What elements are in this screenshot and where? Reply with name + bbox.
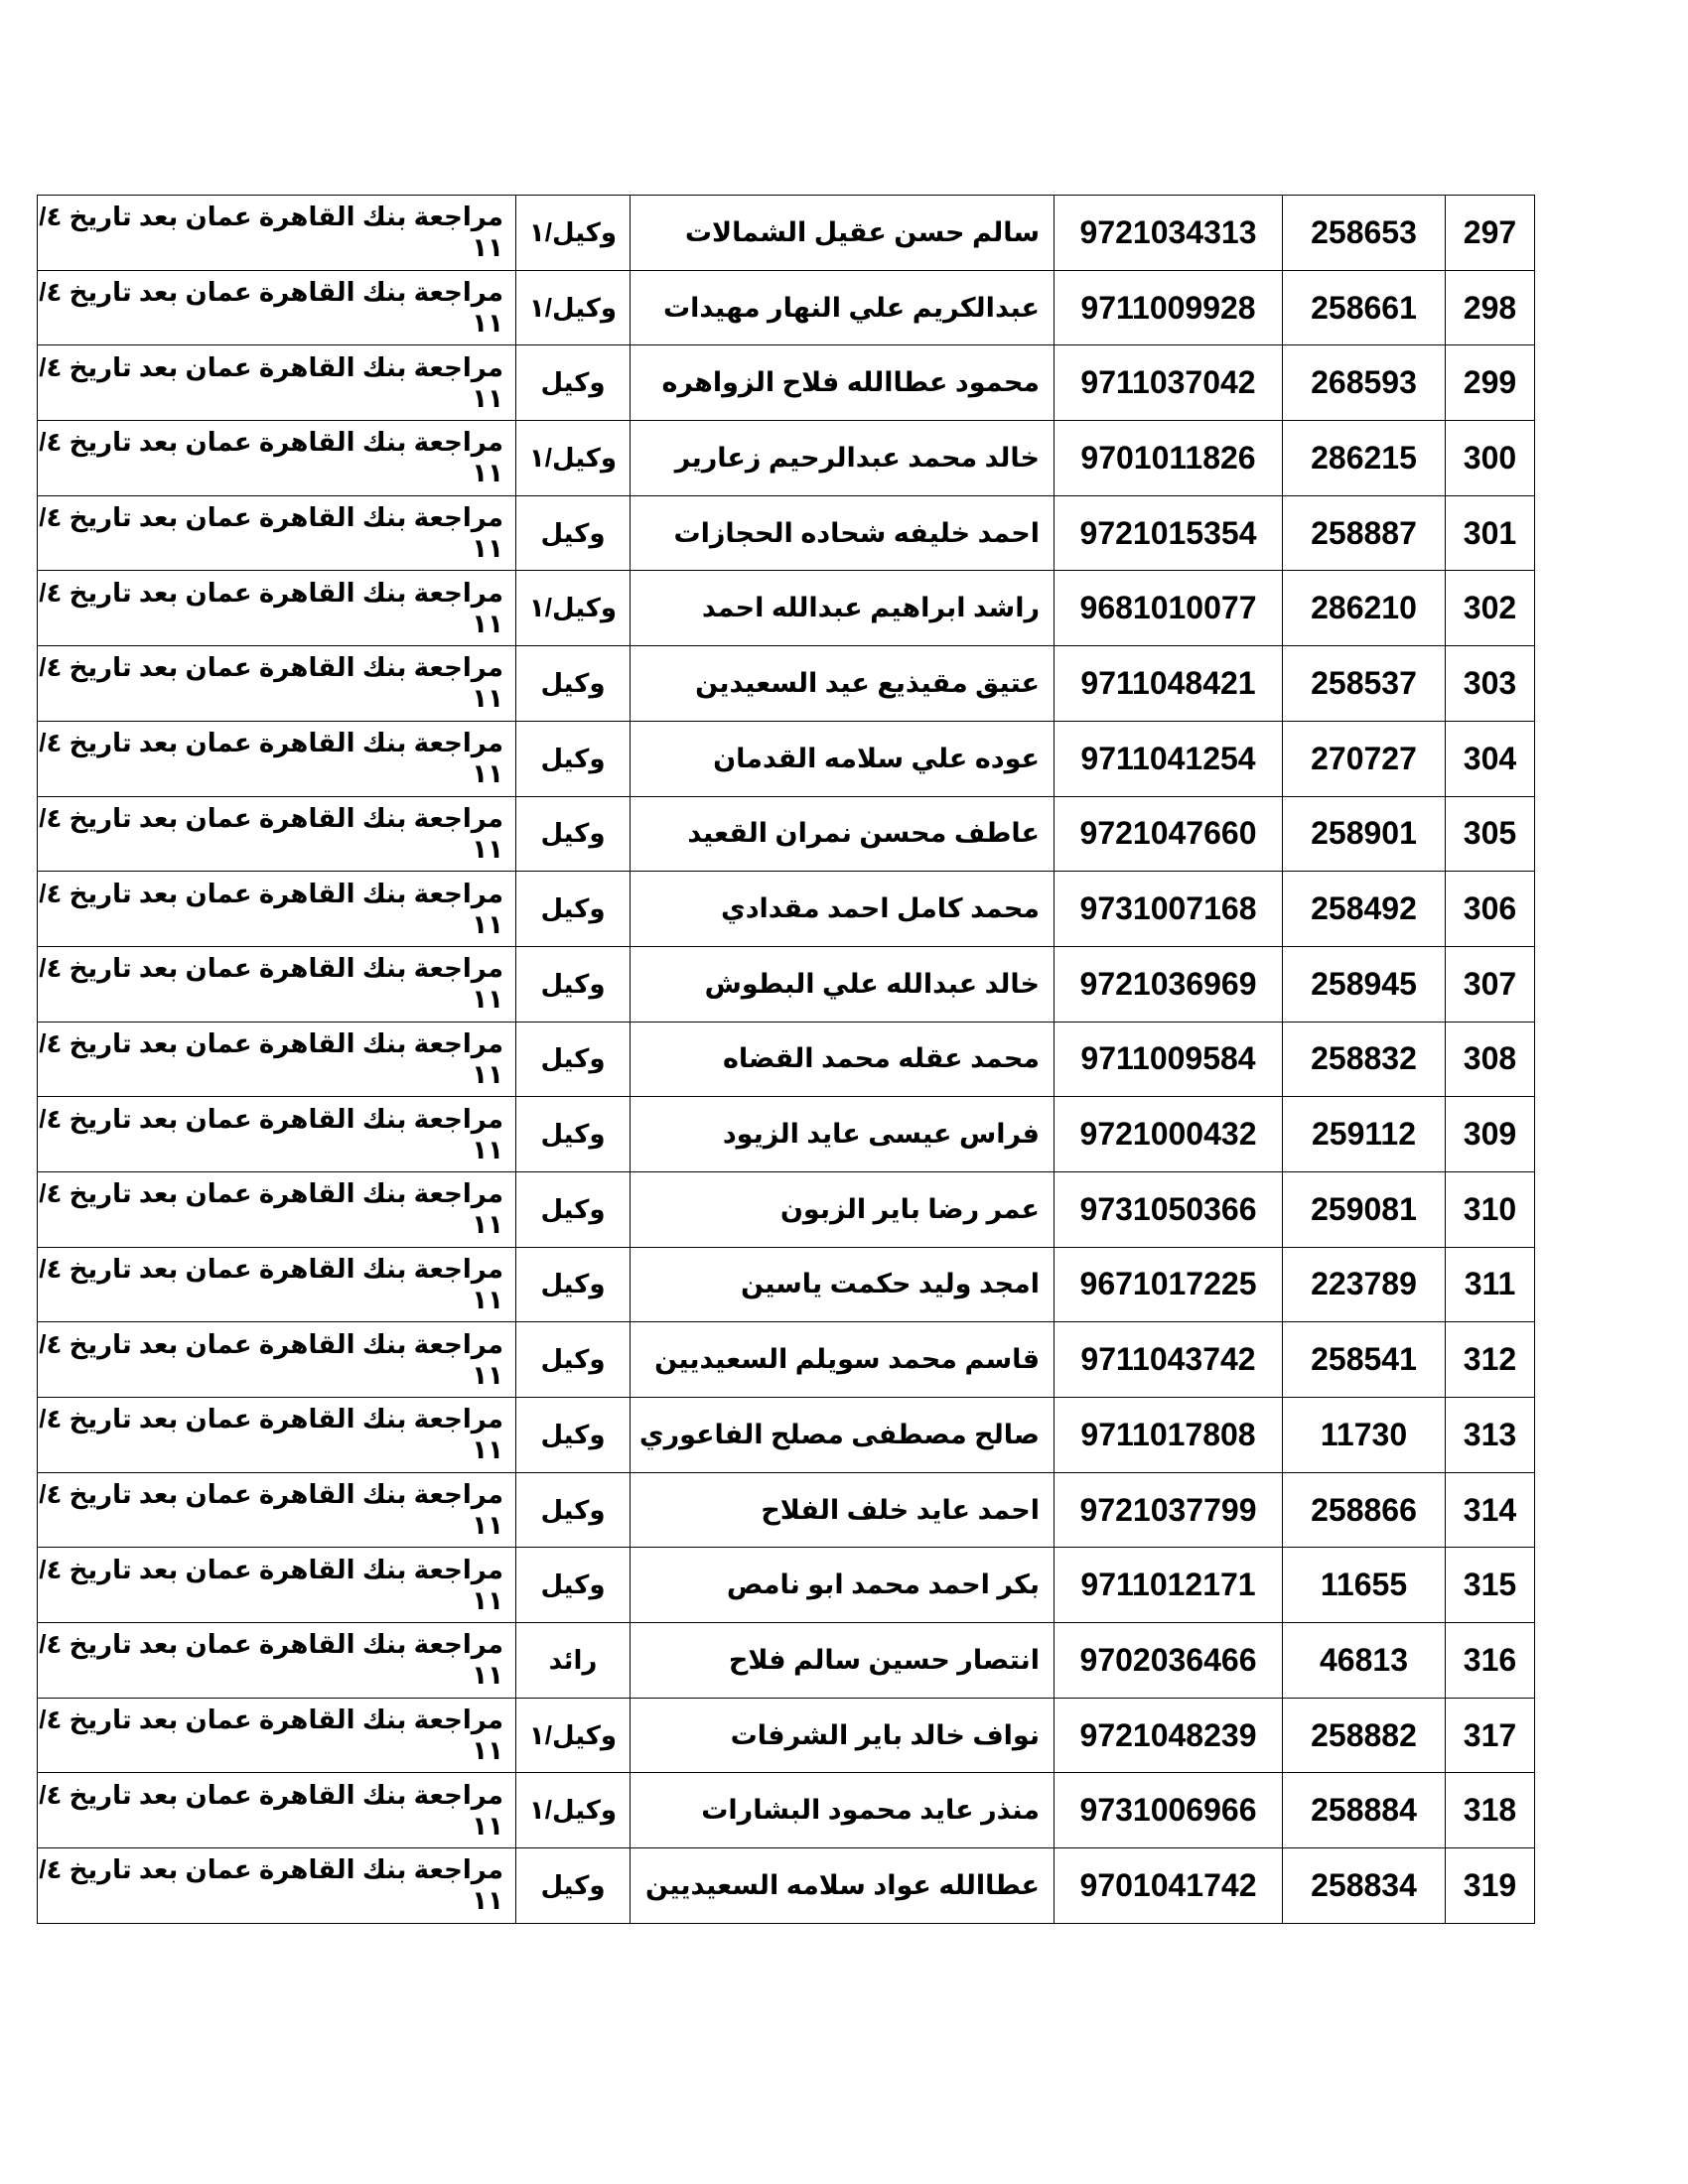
rank-cell: وكيل/١ — [516, 1698, 631, 1773]
sequence-number-cell: 314 — [1446, 1472, 1535, 1548]
note-cell — [38, 270, 516, 345]
military-number-cell: 258832 — [1283, 1022, 1446, 1097]
full-name-cell: نواف خالد باير الشرفات — [631, 1698, 1055, 1773]
note-cell — [38, 495, 516, 571]
full-name-cell: محمد عقله محمد القضاه — [631, 1022, 1055, 1097]
military-number-cell: 258882 — [1283, 1698, 1446, 1773]
note-text-line-2: ١١ — [472, 1510, 503, 1541]
table-row — [38, 345, 1535, 421]
national-id-cell: 9711009928 — [1055, 270, 1283, 345]
note-cell — [38, 1848, 516, 1924]
rank-cell: وكيل — [516, 1548, 631, 1623]
sequence-number-cell: 313 — [1446, 1398, 1535, 1473]
note-cell — [38, 1322, 516, 1398]
rank-cell: وكيل — [516, 495, 631, 571]
table-row — [38, 1848, 1535, 1924]
note-text-line-2: ١١ — [472, 1584, 503, 1615]
table-row — [38, 270, 1535, 345]
military-number-cell: 223789 — [1283, 1247, 1446, 1322]
full-name-cell: انتصار حسين سالم فلاح — [631, 1623, 1055, 1699]
sequence-number-cell: 319 — [1446, 1848, 1535, 1924]
note-text-line-2: ١١ — [472, 984, 503, 1015]
military-number-cell: 46813 — [1283, 1623, 1446, 1699]
full-name-cell: خالد عبدالله علي البطوش — [631, 946, 1055, 1022]
full-name-cell: محمود عطاالله فلاح الزواهره — [631, 345, 1055, 421]
full-name-cell: قاسم محمد سويلم السعيديين — [631, 1322, 1055, 1398]
sequence-number-cell: 309 — [1446, 1097, 1535, 1172]
table-row — [38, 796, 1535, 872]
military-number-cell: 258945 — [1283, 946, 1446, 1022]
rank-cell: وكيل — [516, 1322, 631, 1398]
military-number-cell: 258537 — [1283, 646, 1446, 722]
note-text-line-2: ١١ — [472, 1810, 503, 1841]
note-text-line-2: ١١ — [472, 1660, 503, 1691]
full-name-cell: منذر عايد محمود البشارات — [631, 1773, 1055, 1848]
sequence-number-cell: 302 — [1446, 571, 1535, 646]
rank-cell: رائد — [516, 1623, 631, 1699]
national-id-cell: 9731006966 — [1055, 1773, 1283, 1848]
military-number-cell: 259081 — [1283, 1171, 1446, 1247]
full-name-cell: عتيق مقيذيع عيد السعيدين — [631, 646, 1055, 722]
note-text-line-2: ١١ — [472, 908, 503, 939]
national-id-cell: 9671017225 — [1055, 1247, 1283, 1322]
military-number-cell: 258887 — [1283, 495, 1446, 571]
national-id-cell: 9721015354 — [1055, 495, 1283, 571]
note-cell — [38, 1097, 516, 1172]
full-name-cell: احمد عايد خلف الفلاح — [631, 1472, 1055, 1548]
rank-cell: وكيل/١ — [516, 571, 631, 646]
note-text-line-1: مراجعة بنك القاهرة عمان بعد تاريخ ٤/ — [39, 1479, 503, 1510]
full-name-cell: عبدالكريم علي النهار مهيدات — [631, 270, 1055, 345]
national-id-cell: 9711043742 — [1055, 1322, 1283, 1398]
table-row — [38, 1247, 1535, 1322]
table-row — [38, 1773, 1535, 1848]
sequence-number-cell: 317 — [1446, 1698, 1535, 1773]
full-name-cell: احمد خليفه شحاده الحجازات — [631, 495, 1055, 571]
table-row — [38, 1472, 1535, 1548]
table-row — [38, 1398, 1535, 1473]
rank-cell: وكيل/١ — [516, 196, 631, 271]
national-id-cell: 9711009584 — [1055, 1022, 1283, 1097]
rank-cell: وكيل/١ — [516, 421, 631, 496]
national-id-cell: 9701011826 — [1055, 421, 1283, 496]
military-number-cell: 11655 — [1283, 1548, 1446, 1623]
note-text-line-2: ١١ — [472, 758, 503, 789]
note-text-line-1: مراجعة بنك القاهرة عمان بعد تاريخ ٤/ — [39, 502, 503, 533]
note-cell — [38, 646, 516, 722]
sequence-number-cell: 300 — [1446, 421, 1535, 496]
table-row — [38, 1322, 1535, 1398]
sequence-number-cell: 301 — [1446, 495, 1535, 571]
national-id-cell: 9701041742 — [1055, 1848, 1283, 1924]
full-name-cell: عطاالله عواد سلامه السعيديين — [631, 1848, 1055, 1924]
note-text-line-1: مراجعة بنك القاهرة عمان بعد تاريخ ٤/ — [39, 1779, 503, 1810]
full-name-cell: عوده علي سلامه القدمان — [631, 721, 1055, 796]
note-text-line-2: ١١ — [472, 458, 503, 488]
note-cell — [38, 1548, 516, 1623]
national-id-cell: 9731050366 — [1055, 1171, 1283, 1247]
note-text-line-1: مراجعة بنك القاهرة عمان بعد تاريخ ٤/ — [39, 652, 503, 683]
records-table-body — [38, 196, 1535, 1924]
note-text-line-1: مراجعة بنك القاهرة عمان بعد تاريخ ٤/ — [39, 802, 503, 833]
sequence-number-cell: 304 — [1446, 721, 1535, 796]
note-text-line-2: ١١ — [472, 1134, 503, 1164]
note-text-line-2: ١١ — [472, 1735, 503, 1766]
sequence-number-cell: 307 — [1446, 946, 1535, 1022]
note-text-line-2: ١١ — [472, 232, 503, 263]
full-name-cell: صالح مصطفى مصلح الفاعوري — [631, 1398, 1055, 1473]
national-id-cell: 9721036969 — [1055, 946, 1283, 1022]
full-name-cell: عاطف محسن نمران القعيد — [631, 796, 1055, 872]
military-number-cell: 258653 — [1283, 196, 1446, 271]
note-text-line-1: مراجعة بنك القاهرة عمان بعد تاريخ ٤/ — [39, 1178, 503, 1209]
national-id-cell: 9711048421 — [1055, 646, 1283, 722]
note-cell — [38, 1247, 516, 1322]
rank-cell: وكيل — [516, 1097, 631, 1172]
note-text-line-2: ١١ — [472, 608, 503, 638]
military-number-cell: 11730 — [1283, 1398, 1446, 1473]
note-cell — [38, 345, 516, 421]
note-text-line-1: مراجعة بنك القاهرة عمان بعد تاريخ ٤/ — [39, 728, 503, 758]
table-row — [38, 571, 1535, 646]
sequence-number-cell: 316 — [1446, 1623, 1535, 1699]
rank-cell: وكيل — [516, 1171, 631, 1247]
note-text-line-1: مراجعة بنك القاهرة عمان بعد تاريخ ٤/ — [39, 953, 503, 984]
note-cell — [38, 1773, 516, 1848]
rank-cell: وكيل — [516, 946, 631, 1022]
note-cell — [38, 721, 516, 796]
national-id-cell: 9721034313 — [1055, 196, 1283, 271]
rank-cell: وكيل/١ — [516, 1773, 631, 1848]
military-number-cell: 259112 — [1283, 1097, 1446, 1172]
table-row — [38, 1022, 1535, 1097]
note-text-line-2: ١١ — [472, 1359, 503, 1390]
sequence-number-cell: 305 — [1446, 796, 1535, 872]
military-number-cell: 258541 — [1283, 1322, 1446, 1398]
national-id-cell: 9721047660 — [1055, 796, 1283, 872]
note-text-line-1: مراجعة بنك القاهرة عمان بعد تاريخ ٤/ — [39, 1027, 503, 1058]
rank-cell: وكيل — [516, 1848, 631, 1924]
full-name-cell: امجد وليد حكمت ياسين — [631, 1247, 1055, 1322]
table-row — [38, 721, 1535, 796]
note-text-line-1: مراجعة بنك القاهرة عمان بعد تاريخ ٤/ — [39, 1629, 503, 1660]
note-text-line-2: ١١ — [472, 382, 503, 413]
table-row — [38, 495, 1535, 571]
military-number-cell: 258884 — [1283, 1773, 1446, 1848]
rank-cell: وكيل — [516, 1472, 631, 1548]
national-id-cell: 9731007168 — [1055, 872, 1283, 947]
note-cell — [38, 1022, 516, 1097]
note-text-line-2: ١١ — [472, 833, 503, 864]
table-row — [38, 421, 1535, 496]
note-cell — [38, 1623, 516, 1699]
sequence-number-cell: 310 — [1446, 1171, 1535, 1247]
note-cell — [38, 421, 516, 496]
national-id-cell: 9681010077 — [1055, 571, 1283, 646]
national-id-cell: 9702036466 — [1055, 1623, 1283, 1699]
note-cell — [38, 946, 516, 1022]
sequence-number-cell: 318 — [1446, 1773, 1535, 1848]
note-text-line-1: مراجعة بنك القاهرة عمان بعد تاريخ ٤/ — [39, 1103, 503, 1134]
rank-cell: وكيل — [516, 796, 631, 872]
rank-cell: وكيل — [516, 345, 631, 421]
full-name-cell: راشد ابراهيم عبدالله احمد — [631, 571, 1055, 646]
sequence-number-cell: 312 — [1446, 1322, 1535, 1398]
note-text-line-1: مراجعة بنك القاهرة عمان بعد تاريخ ٤/ — [39, 1554, 503, 1584]
military-number-cell: 268593 — [1283, 345, 1446, 421]
rank-cell: وكيل — [516, 721, 631, 796]
rank-cell: وكيل/١ — [516, 270, 631, 345]
national-id-cell: 9711037042 — [1055, 345, 1283, 421]
rank-cell: وكيل — [516, 1022, 631, 1097]
note-text-line-2: ١١ — [472, 1434, 503, 1465]
sequence-number-cell: 311 — [1446, 1247, 1535, 1322]
military-number-cell: 286210 — [1283, 571, 1446, 646]
note-text-line-1: مراجعة بنك القاهرة عمان بعد تاريخ ٤/ — [39, 1404, 503, 1434]
note-text-line-2: ١١ — [472, 1209, 503, 1240]
note-text-line-2: ١١ — [472, 533, 503, 564]
military-number-cell: 258661 — [1283, 270, 1446, 345]
military-number-cell: 286215 — [1283, 421, 1446, 496]
full-name-cell: محمد كامل احمد مقدادي — [631, 872, 1055, 947]
note-text-line-2: ١١ — [472, 1058, 503, 1089]
note-text-line-2: ١١ — [472, 1284, 503, 1314]
sequence-number-cell: 303 — [1446, 646, 1535, 722]
sequence-number-cell: 315 — [1446, 1548, 1535, 1623]
note-text-line-1: مراجعة بنك القاهرة عمان بعد تاريخ ٤/ — [39, 1854, 503, 1885]
records-table — [37, 195, 1535, 1924]
national-id-cell: 9711017808 — [1055, 1398, 1283, 1473]
military-number-cell: 258492 — [1283, 872, 1446, 947]
sequence-number-cell: 299 — [1446, 345, 1535, 421]
sequence-number-cell: 308 — [1446, 1022, 1535, 1097]
rank-cell: وكيل — [516, 1247, 631, 1322]
table-row — [38, 1698, 1535, 1773]
note-text-line-1: مراجعة بنك القاهرة عمان بعد تاريخ ٤/ — [39, 1328, 503, 1359]
table-row — [38, 872, 1535, 947]
national-id-cell: 9721037799 — [1055, 1472, 1283, 1548]
sequence-number-cell: 297 — [1446, 196, 1535, 271]
national-id-cell: 9711012171 — [1055, 1548, 1283, 1623]
full-name-cell: فراس عيسى عايد الزيود — [631, 1097, 1055, 1172]
military-number-cell: 258834 — [1283, 1848, 1446, 1924]
rank-cell: وكيل — [516, 872, 631, 947]
note-cell — [38, 1698, 516, 1773]
full-name-cell: عمر رضا باير الزبون — [631, 1171, 1055, 1247]
national-id-cell: 9721048239 — [1055, 1698, 1283, 1773]
national-id-cell: 9711041254 — [1055, 721, 1283, 796]
full-name-cell: بكر احمد محمد ابو نامص — [631, 1548, 1055, 1623]
full-name-cell: خالد محمد عبدالرحيم زعارير — [631, 421, 1055, 496]
note-text-line-1: مراجعة بنك القاهرة عمان بعد تاريخ ٤/ — [39, 1705, 503, 1735]
note-text-line-1: مراجعة بنك القاهرة عمان بعد تاريخ ٤/ — [39, 351, 503, 382]
military-number-cell: 258866 — [1283, 1472, 1446, 1548]
note-text-line-2: ١١ — [472, 683, 503, 714]
note-cell — [38, 872, 516, 947]
national-id-cell: 9721000432 — [1055, 1097, 1283, 1172]
note-text-line-1: مراجعة بنك القاهرة عمان بعد تاريخ ٤/ — [39, 202, 503, 232]
note-cell — [38, 1171, 516, 1247]
note-cell — [38, 796, 516, 872]
note-text-line-2: ١١ — [472, 308, 503, 339]
note-text-line-1: مراجعة بنك القاهرة عمان بعد تاريخ ٤/ — [39, 427, 503, 458]
note-text-line-2: ١١ — [472, 1885, 503, 1916]
military-number-cell: 270727 — [1283, 721, 1446, 796]
table-row — [38, 946, 1535, 1022]
table-row — [38, 1548, 1535, 1623]
rank-cell: وكيل — [516, 646, 631, 722]
sequence-number-cell: 306 — [1446, 872, 1535, 947]
note-text-line-1: مراجعة بنك القاهرة عمان بعد تاريخ ٤/ — [39, 1253, 503, 1284]
note-cell — [38, 196, 516, 271]
full-name-cell: سالم حسن عقيل الشمالات — [631, 196, 1055, 271]
table-row — [38, 196, 1535, 271]
note-text-line-1: مراجعة بنك القاهرة عمان بعد تاريخ ٤/ — [39, 277, 503, 308]
note-cell — [38, 571, 516, 646]
note-text-line-1: مراجعة بنك القاهرة عمان بعد تاريخ ٤/ — [39, 577, 503, 608]
table-row — [38, 646, 1535, 722]
table-row — [38, 1097, 1535, 1172]
note-cell — [38, 1398, 516, 1473]
sequence-number-cell: 298 — [1446, 270, 1535, 345]
table-row — [38, 1623, 1535, 1699]
military-number-cell: 258901 — [1283, 796, 1446, 872]
table-row — [38, 1171, 1535, 1247]
note-cell — [38, 1472, 516, 1548]
note-text-line-1: مراجعة بنك القاهرة عمان بعد تاريخ ٤/ — [39, 878, 503, 908]
rank-cell: وكيل — [516, 1398, 631, 1473]
